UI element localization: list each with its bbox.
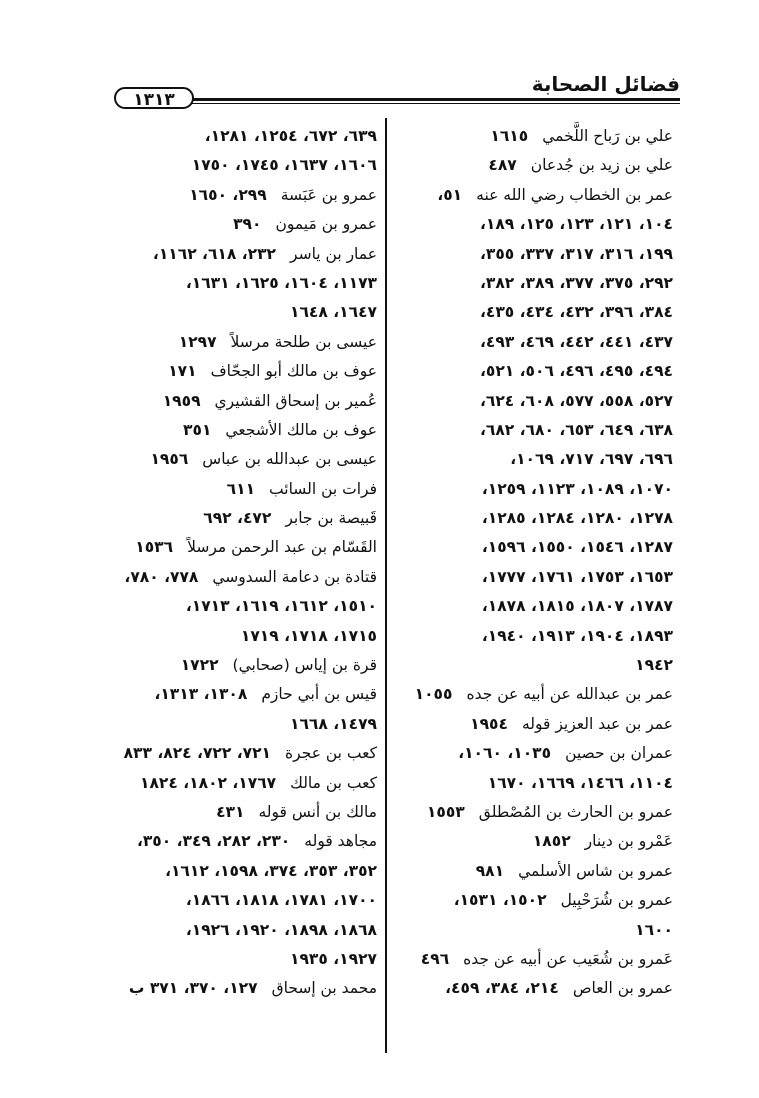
index-entry <box>112 563 377 592</box>
entry-name: قيس بن أبي حازم <box>261 685 377 704</box>
entry-references: ١٣٠٨، ١٣١٣، <box>154 685 248 704</box>
entry-name: عمار بن ياسر <box>290 244 377 263</box>
entry-name: علي بن زيد بن جُدعان <box>530 156 673 175</box>
index-entry <box>405 680 673 709</box>
index-entry <box>405 181 673 210</box>
entry-references: ٦٣٩، ٦٧٢، ١٢٥٤، ١٢٨١، <box>204 127 377 145</box>
index-entry <box>405 357 673 386</box>
index-entry <box>112 916 377 945</box>
page-header <box>114 70 680 110</box>
header-rule <box>188 98 680 101</box>
entry-name: القَسّام بن عبد الرحمن مرسلاً <box>187 538 377 557</box>
index-entry <box>112 798 377 827</box>
entry-references: ٣٩٠ <box>233 215 262 234</box>
index-entry <box>112 210 377 239</box>
entry-references: ١٥١٠، ١٦١٢، ١٦١٩، ١٧١٣، <box>185 597 377 616</box>
entry-references: ٦٩٦، ٦٩٧، ٧١٧، ١٠٦٩، <box>510 450 673 469</box>
entry-name: عمر بن عبدالله عن أبيه عن جده <box>466 685 673 704</box>
index-entry <box>112 181 377 210</box>
index-entry <box>112 240 377 269</box>
entry-name: عمرو بن مَيمون <box>275 215 377 234</box>
entry-name: عوف بن مالك أبو الجحّاف <box>210 362 377 381</box>
index-entry <box>405 416 673 445</box>
index-entry <box>112 357 377 386</box>
index-entry <box>405 710 673 739</box>
entry-references: ١٦٥٣، ١٧٥٣، ١٧٦١، ١٧٧٧، <box>481 567 673 586</box>
entry-references: ٢٩٢، ٣٧٥، ٣٧٧، ٣٨٩، ٣٨٢، <box>479 273 673 292</box>
index-entry <box>112 122 377 151</box>
entry-references: ٢٣٢، ٦١٨، ١١٦٢، <box>152 244 277 263</box>
index-entry <box>405 974 673 1003</box>
index-entry <box>112 827 377 856</box>
entry-name: مجاهد قوله <box>304 832 377 851</box>
entry-name: فرات بن السائب <box>269 479 377 498</box>
entry-references: ١٢٨٧، ١٥٤٦، ١٥٥٠، ١٥٩٦، <box>481 538 673 557</box>
entry-references: ١٦١٥ <box>490 127 529 145</box>
index-entry <box>405 651 673 680</box>
index-entry <box>112 622 377 651</box>
index-entry <box>112 504 377 533</box>
entry-references: ١٠٥٥ <box>414 685 453 704</box>
entry-references: ٦١١ <box>226 479 256 498</box>
entry-references: ١٩٥٤ <box>470 714 508 733</box>
entry-name: عمرو بن عَبَسة <box>280 185 377 204</box>
entry-references: ٩٨١ <box>475 861 505 880</box>
index-entry <box>112 886 377 915</box>
entry-references: ٥٢٧، ٥٥٨، ٥٧٧، ٦٠٨، ٦٢٤، <box>479 391 673 410</box>
index-entry <box>405 592 673 621</box>
index-entry <box>112 416 377 445</box>
entry-references: ١١٧٣، ١٦٠٤، ١٦٢٥، ١٦٣١، <box>185 273 377 292</box>
index-entry <box>405 240 673 269</box>
index-column-right <box>405 122 673 1004</box>
entry-name: عمرو بن شاس الأسلمي <box>518 861 673 880</box>
entry-name: قَبيصة بن جابر <box>285 509 377 528</box>
entry-references: ١٥٥٣ <box>426 802 465 821</box>
entry-name: محمد بن إسحاق <box>271 979 377 998</box>
index-entry <box>112 475 377 504</box>
entry-references: ١٢٧٨، ١٢٨٠، ١٢٨٤، ١٢٨٥، <box>481 509 673 528</box>
index-entry <box>112 151 377 180</box>
entry-references: ١٨٥٢ <box>532 832 571 851</box>
entry-name: عوف بن مالك الأشجعي <box>225 420 377 439</box>
running-title: فضائل الصحابة <box>531 72 680 96</box>
index-entry <box>112 269 377 298</box>
index-entry <box>112 592 377 621</box>
index-entry <box>405 387 673 416</box>
entry-references: ١٩٥٩ <box>162 391 201 410</box>
index-entry <box>405 563 673 592</box>
entry-name: عَمرو بن شُعَيب عن أبيه عن جده <box>463 949 673 968</box>
entry-name: عيسى بن طلحة مرسلاً <box>230 332 377 351</box>
index-entry <box>405 945 673 974</box>
entry-name: عمران بن حصين <box>565 744 673 763</box>
index-entry <box>112 974 377 1003</box>
entry-name: عمرو بن العاص <box>572 979 673 998</box>
entry-references: ٧٢١، ٧٢٢، ٨٢٤، ٨٣٣ <box>123 744 272 763</box>
header-rule-thin <box>188 103 680 104</box>
entry-references: ١٧٢٢ <box>180 656 219 675</box>
entry-name: قرة بن إياس (صحابي) <box>232 656 377 675</box>
index-entry <box>112 739 377 768</box>
entry-references: ٥١، <box>437 185 463 204</box>
entry-references: ١٩٢٧، ١٩٣٥ <box>290 949 377 968</box>
index-entry <box>405 857 673 886</box>
entry-references: ١٧١٥، ١٧١٨، ١٧١٩ <box>240 626 377 645</box>
entry-references: ١٢٩٧ <box>178 332 217 351</box>
entry-references: ١٩٤٢ <box>635 656 673 675</box>
index-entry <box>405 298 673 327</box>
entry-references: ٤٩٤، ٤٩٥، ٤٩٦، ٥٠٦، ٥٢١، <box>479 362 673 381</box>
entry-references: ١٨٩٣، ١٩٠٤، ١٩١٣، ١٩٤٠، <box>481 626 673 645</box>
index-entry <box>405 475 673 504</box>
entry-name: علي بن رَباح اللَّخمي <box>542 127 673 145</box>
index-entry <box>112 445 377 474</box>
entry-references: ١٤٧٩، ١٦٦٨ <box>290 714 377 733</box>
entry-references: ١٦٤٧، ١٦٤٨ <box>290 303 377 322</box>
entry-name: عمر بن عبد العزيز قوله <box>521 714 673 733</box>
entry-references: ١٠٣٥، ١٠٦٠، <box>458 744 552 763</box>
entry-name: عمرو بن الحارث بن المُصْطلق <box>478 802 673 821</box>
index-entry <box>112 328 377 357</box>
index-entry <box>112 533 377 562</box>
entry-references: ٤٧٢، ٦٩٢ <box>203 509 272 528</box>
entry-references: ١١٠٤، ١٤٦٦، ١٦٦٩، ١٦٧٠ <box>487 773 673 792</box>
index-entry <box>405 533 673 562</box>
index-entry <box>405 151 673 180</box>
entry-name: عمرو بن شُرَحْبِيل <box>560 891 673 910</box>
index-entry <box>405 739 673 768</box>
entry-references: ١٥٠٢، ١٥٣١، <box>453 891 547 910</box>
entry-references: ١٠٧٠، ١٠٨٩، ١١٢٣، ١٢٥٩، <box>481 479 673 498</box>
entry-references: ١٧٠٠، ١٧٨١، ١٨١٨، ١٨٦٦، <box>185 891 377 910</box>
index-entry <box>112 387 377 416</box>
index-entry <box>405 504 673 533</box>
entry-references: ١٨٦٨، ١٨٩٨، ١٩٢٠، ١٩٢٦، <box>185 920 377 939</box>
entry-references: ١٧٨٧، ١٨٠٧، ١٨١٥، ١٨٧٨، <box>481 597 673 616</box>
entry-references: ١٩٩، ٣١٦، ٣١٧، ٣٣٧، ٣٥٥، <box>479 244 673 263</box>
entry-name: كعب بن عجرة <box>285 744 377 763</box>
index-entry <box>112 769 377 798</box>
entry-references: ٢٩٩، ١٦٥٠ <box>189 185 267 204</box>
entry-name: مالك بن أنس قوله <box>258 802 377 821</box>
entry-references: ٣٥٢، ٣٥٣، ٣٧٤، ١٥٩٨، ١٦١٢، <box>165 861 377 880</box>
entry-name: كعب بن مالك <box>290 773 377 792</box>
index-entry <box>405 886 673 915</box>
entry-references: ١٢٧، ٣٧٠، ٣٧١ ب <box>128 979 258 998</box>
entry-references: ٧٧٨، ٧٨٠، <box>124 567 199 586</box>
index-entry <box>405 798 673 827</box>
entry-references: ١٩٥٦ <box>150 450 189 469</box>
index-entry <box>405 622 673 651</box>
index-entry <box>405 269 673 298</box>
entry-references: ٦٣٨، ٦٤٩، ٦٥٣، ٦٨٠، ٦٨٢، <box>479 420 673 439</box>
index-entry <box>112 651 377 680</box>
entry-references: ١٧١ <box>168 362 197 381</box>
entry-references: ٤٩٦ <box>420 949 450 968</box>
entry-references: ١٦٠٠ <box>635 920 673 939</box>
index-entry <box>405 210 673 239</box>
index-entry <box>112 945 377 974</box>
index-column-left <box>112 122 377 1004</box>
entry-references: ١٥٣٦ <box>135 538 174 557</box>
entry-references: ١٠٤، ١٢١، ١٢٣، ١٢٥، ١٨٩، <box>479 215 673 234</box>
entry-references: ٤٣١ <box>216 802 245 821</box>
index-entry <box>405 916 673 945</box>
index-entry <box>405 122 673 151</box>
entry-name: عَمْرو بن دينار <box>584 832 673 851</box>
entry-name: عمر بن الخطاب رضي الله عنه <box>476 185 673 204</box>
column-divider <box>385 118 387 1053</box>
index-entry <box>112 298 377 327</box>
entry-references: ٣٨٤، ٣٩٦، ٤٣٢، ٤٣٤، ٤٣٥، <box>479 303 673 322</box>
entry-references: ١٧٦٧، ١٨٠٢، ١٨٢٤ <box>140 773 277 792</box>
entry-name: عُمير بن إسحاق القشيري <box>214 391 377 410</box>
entry-references: ٣٥١ <box>183 420 212 439</box>
entry-references: ١٦٠٦، ١٦٣٧، ١٧٤٥، ١٧٥٠ <box>191 156 377 175</box>
index-entry <box>405 827 673 856</box>
entry-references: ٤٨٧ <box>488 156 517 175</box>
entry-references: ٢٣٠، ٢٨٢، ٣٤٩، ٣٥٠، <box>136 832 291 851</box>
entry-name: عيسى بن عبدالله بن عباس <box>202 450 377 469</box>
page-number: ١٣١٣ <box>114 87 194 109</box>
index-entry <box>405 328 673 357</box>
index-entry <box>112 680 377 709</box>
index-entry <box>405 445 673 474</box>
index-entry <box>112 857 377 886</box>
entry-references: ٤٣٧، ٤٤١، ٤٤٢، ٤٦٩، ٤٩٣، <box>479 332 673 351</box>
entry-name: قتادة بن دعامة السدوسي <box>212 567 377 586</box>
index-entry <box>112 710 377 739</box>
entry-references: ٢١٤، ٣٨٤، ٤٥٩، <box>445 979 559 998</box>
index-entry <box>405 769 673 798</box>
